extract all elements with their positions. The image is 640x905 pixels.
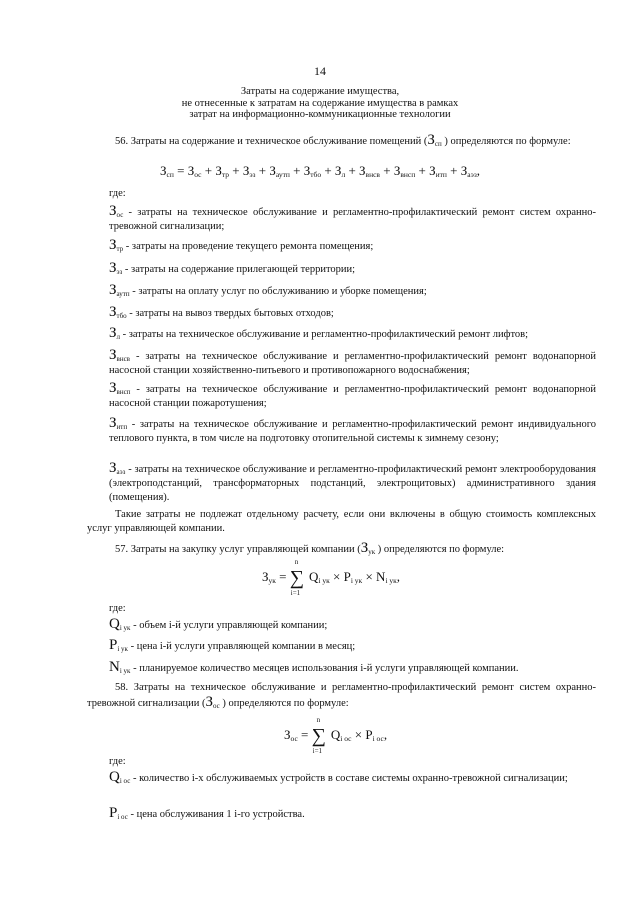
paragraph-57	[87, 541, 596, 557]
text-run: n	[316, 716, 321, 724]
text-run: З	[109, 460, 117, 476]
subscript: тр	[116, 245, 124, 253]
text-run: n	[294, 558, 299, 566]
text-run: 56. Затраты на содержание и техническое обслуживание помещений (	[115, 136, 428, 147]
subscript: ук	[368, 548, 376, 556]
formula-56	[160, 163, 480, 179]
text-run: - затраты на оплату услуг по обслуживанию и уборке помещения;	[129, 286, 427, 297]
definition-tr	[109, 238, 596, 254]
text-run: +	[232, 163, 240, 178]
text-run: З	[427, 132, 435, 148]
text-run: - затраты на вывоз твердых бытовых отходов;	[126, 308, 334, 319]
text-run: =	[279, 568, 287, 584]
subscript: внсв	[116, 355, 130, 363]
formula-58	[284, 716, 388, 755]
subscript: i ук	[117, 645, 128, 653]
text-run: З	[109, 237, 117, 253]
formula-57	[262, 558, 401, 597]
text-run: З	[242, 163, 250, 178]
subscript: внсп	[400, 170, 416, 179]
text-run: ×	[354, 726, 363, 742]
text-run: З	[109, 415, 117, 431]
text-run: З	[160, 163, 167, 178]
subscript: i ос	[119, 777, 131, 785]
text-run: +	[383, 163, 391, 178]
heading-line-2: не отнесенные к затратам на содержание имущества в рамках	[181, 97, 459, 109]
text-run: +	[258, 163, 267, 178]
definition-n-uk	[109, 660, 596, 676]
text-run: З	[109, 347, 117, 363]
section-heading	[60, 86, 580, 121]
text-run: З	[109, 325, 117, 341]
text-run: 58. Затраты на техническое обслуживание и регламентно-профилактический ремонт систем охранно-тревожной сигнализации (	[87, 682, 596, 709]
subscript: тр	[221, 170, 229, 179]
subscript: i ос	[117, 813, 128, 821]
definition-itp	[109, 416, 596, 446]
definition-vnsv	[109, 348, 596, 378]
text-run: З	[393, 163, 401, 178]
subscript: внсв	[365, 170, 380, 179]
definition-autp	[109, 283, 596, 299]
text-run: i=1	[312, 747, 323, 755]
definition-q-os	[109, 770, 596, 786]
text-run: ) определяются по формуле:	[444, 136, 571, 147]
text-run: З	[303, 163, 311, 178]
heading-line-1: Затраты на содержание имущества,	[240, 86, 400, 97]
text-run: P	[343, 568, 351, 584]
text-run: - затраты на техническое обслуживание и регламентно-профилактический ремонт индивидуального теплового пункта, в том числе на подготовку отопительной системы к зимнему сезону;	[109, 419, 596, 444]
text-run: Q	[109, 769, 120, 785]
text-run: +	[348, 163, 356, 178]
text-run: З	[187, 163, 195, 178]
subscript: i ук	[318, 575, 330, 585]
text-run: З	[205, 694, 213, 710]
text-run: З	[109, 282, 117, 298]
text-run: ∑	[289, 567, 305, 589]
text-run: З	[460, 163, 468, 178]
paragraph-58	[87, 681, 596, 711]
text-run: Q	[330, 726, 341, 742]
paragraph-56	[87, 133, 596, 149]
definition-tbo	[109, 305, 596, 321]
subscript: ук	[268, 575, 276, 585]
text-run: i=1	[290, 589, 301, 597]
definition-l	[109, 326, 596, 342]
definition-os	[109, 204, 596, 234]
text-run: З	[334, 163, 342, 178]
text-run: P	[365, 726, 373, 742]
text-run: Q	[309, 568, 319, 584]
text-run: З	[109, 380, 117, 396]
definition-ez	[109, 261, 596, 277]
text-run: Q	[109, 616, 120, 632]
sum-symbol	[289, 558, 306, 597]
subscript: ос	[194, 170, 202, 179]
sum-symbol	[311, 716, 328, 755]
subscript: сп	[166, 170, 174, 179]
subscript: аэз	[116, 468, 126, 476]
definition-q-uk	[109, 617, 596, 633]
subscript: л	[116, 333, 121, 341]
text-run: - объем i-й услуги управляющей компании;	[130, 620, 328, 631]
definition-p-uk	[109, 638, 596, 654]
text-run: - затраты на проведение текущего ремонта помещения;	[123, 241, 374, 252]
text-run: ) определяются по формуле:	[222, 698, 349, 709]
text-run: P	[109, 637, 118, 653]
text-run: N	[376, 568, 386, 584]
subscript: сп	[434, 140, 442, 148]
text-run: ×	[333, 568, 341, 584]
where-label-56: где:	[109, 188, 126, 199]
subscript: аутп	[275, 170, 290, 179]
subscript: итп	[116, 423, 128, 431]
subscript: аэз	[467, 170, 477, 179]
text-run: З	[215, 163, 222, 178]
subscript: тбо	[116, 312, 127, 320]
text-run: ,	[383, 726, 388, 742]
text-run: З	[269, 163, 276, 178]
text-run: З	[262, 568, 269, 584]
text-run: - цена i-й услуги управляющей компании в месяц;	[127, 641, 356, 652]
note-56: Такие затраты не подлежат отдельному расчету, если они включены в общую стоимость комплексных услуг управляющей компании.	[87, 509, 596, 534]
text-run: P	[109, 805, 118, 821]
text-run: ,	[396, 568, 401, 584]
text-run: +	[324, 163, 332, 178]
text-run: - цена обслуживания 1 i-го устройства.	[127, 809, 305, 820]
text-run: ,	[476, 163, 481, 178]
subscript: i ос	[340, 733, 352, 743]
where-label-58: где:	[109, 756, 126, 767]
text-run: +	[418, 163, 426, 178]
text-run: - затраты на техническое обслуживание и регламентно-профилактический ремонт водонапорной насосной станции пожаротушения;	[109, 384, 596, 409]
text-run: N	[109, 659, 120, 675]
text-run: - затраты на техническое обслуживание и регламентно-профилактический ремонт лифтов;	[120, 329, 529, 340]
subscript: тбо	[310, 170, 322, 179]
text-run: ) определяются по формуле:	[377, 544, 505, 555]
subscript: ос	[290, 733, 298, 743]
subscript: л	[341, 170, 346, 179]
heading-line-3: затрат на информационно-коммуникационные технологии	[189, 109, 451, 120]
subscript: внсп	[116, 388, 131, 396]
text-run: +	[204, 163, 213, 178]
text-run: ×	[365, 568, 373, 584]
text-run: З	[360, 540, 369, 556]
text-run: - количество i-х обслуживаемых устройств в составе системы охранно-тревожной сигнализации;	[130, 773, 568, 784]
text-run: - затраты на техническое обслуживание и регламентно-профилактический ремонт водонапорной насосной станции хозяйственно-питьевого и противопожарного водоснабжения;	[109, 351, 596, 376]
text-run: +	[293, 163, 301, 178]
subscript: i ос	[372, 733, 384, 743]
text-run: - затраты на содержание прилегающей территории;	[122, 264, 356, 275]
text-run: +	[450, 163, 458, 178]
subscript: i ук	[119, 624, 131, 632]
text-run: З	[429, 163, 436, 178]
subscript: ос	[116, 211, 124, 219]
definition-vnsp	[109, 381, 596, 411]
subscript: аутп	[116, 290, 130, 298]
definition-aez	[109, 461, 596, 505]
text-run: З	[109, 304, 117, 320]
text-run: =	[301, 726, 309, 742]
subscript: i ук	[385, 575, 397, 585]
text-run: - затраты на техническое обслуживание и регламентно-профилактический ремонт электрооборудования (электроподстанций, трансформаторных подстанций, электрощитовых) административного здания (помещения).	[109, 464, 596, 503]
subscript: i ук	[350, 575, 363, 585]
subscript: ос	[213, 702, 220, 710]
subscript: итп	[435, 170, 447, 179]
subscript: i ук	[119, 667, 131, 675]
definition-p-os	[109, 806, 596, 822]
text-run: ∑	[311, 725, 326, 747]
text-run: - планируемое количество месяцев использования i-й услуги управляющей компании.	[130, 663, 519, 674]
text-run: З	[359, 163, 366, 178]
text-run: З	[284, 726, 291, 742]
text-run: З	[109, 260, 117, 276]
subscript: эз	[116, 268, 123, 276]
text-run: 57. Затраты на закупку услуг управляющей компании (	[115, 544, 361, 555]
text-run: - затраты на техническое обслуживание и регламентно-профилактический ремонт систем охранно-тревожной сигнализации;	[109, 207, 596, 232]
subscript: эз	[249, 170, 256, 179]
where-label-57: где:	[109, 603, 126, 614]
text-run: =	[177, 163, 185, 178]
page-number: 14	[314, 64, 326, 78]
text-run: З	[109, 203, 117, 219]
